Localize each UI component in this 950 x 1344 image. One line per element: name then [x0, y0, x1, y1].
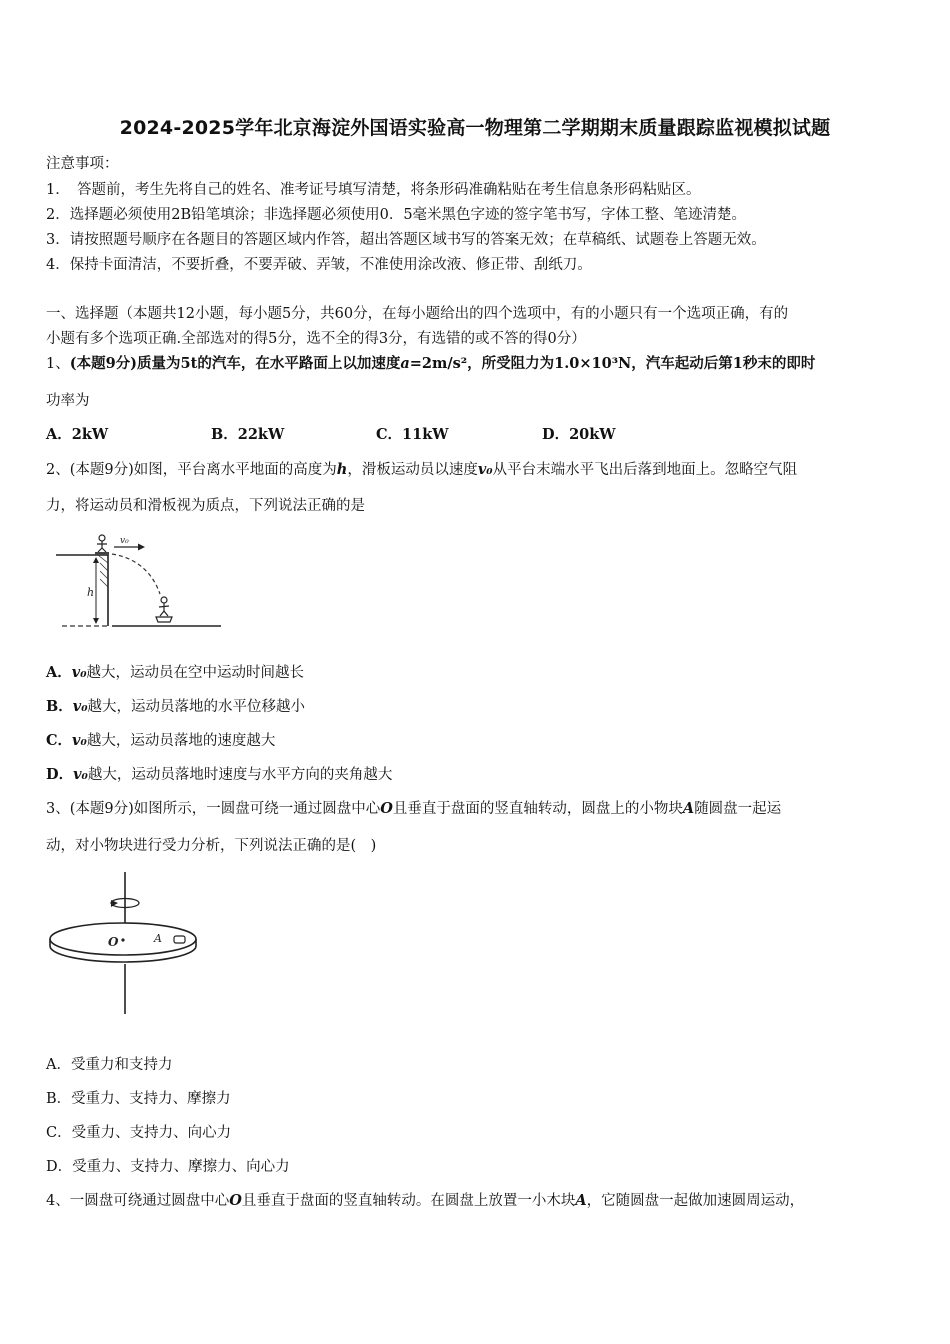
q4-number: 4、	[46, 1193, 70, 1209]
fig-velocity-label: v₀	[120, 536, 129, 546]
notice-item-1: 1． 答题前，考生先将自己的姓名、准考证号填写清楚，将条形码准确粘贴在考生信息条形码粘贴区。	[46, 182, 701, 198]
q3-option-d: D．受重力、支持力、摩擦力、向心力	[46, 1159, 290, 1175]
section-header-line-2: 小题有多个选项正确.全部选对的得5分，选不全的得3分，有选错的或不答的得0分）	[46, 331, 586, 347]
q1-number: 1、	[46, 356, 70, 372]
notice-item-2: 2．选择题必须使用2B铅笔填涂；非选择题必须使用0．5毫米黑色字迹的签字笔书写，字体工整、笔迹清楚。	[46, 207, 747, 223]
fig-center-label: O	[108, 935, 119, 949]
q2-option-c: C．v₀越大，运动员落地的速度越大	[46, 732, 276, 749]
fig-height-label: h	[87, 586, 95, 599]
q3-option-c: C．受重力、支持力、向心力	[46, 1125, 232, 1141]
q2-number: 2、	[46, 462, 70, 478]
notice-heading: 注意事项：	[46, 156, 119, 172]
skateboard-figure	[56, 530, 226, 632]
q3-option-a: A．受重力和支持力	[46, 1057, 173, 1073]
q3-option-b: B．受重力、支持力、摩擦力	[46, 1091, 231, 1107]
rotating-disc-figure	[48, 870, 204, 1016]
question-4: 4、一圆盘可绕通过圆盘中心O且垂直于盘面的竖直轴转动。在圆盘上放置一小木块A，它随圆盘一起做加速圆周运动，	[46, 1192, 805, 1209]
q1-line-2: 功率为	[46, 393, 90, 409]
q1-option-b: B．22kW	[211, 426, 285, 443]
notice-item-4: 4．保持卡面清洁，不要折叠，不要弄破、弄皱，不准使用涂改液、修正带、刮纸刀。	[46, 257, 592, 273]
q3-line-2: 动，对小物块进行受力分析，下列说法正确的是( )	[46, 838, 377, 854]
q2-option-b: B．v₀越大，运动员落地的水平位移越小	[46, 698, 306, 715]
q2-option-d: D．v₀越大，运动员落地时速度与水平方向的夹角越大	[46, 766, 393, 783]
q1-option-a: A．2kW	[46, 426, 109, 443]
question-1: 1、(本题9分)质量为5t的汽车，在水平路面上以加速度a=2m/s²，所受阻力为1.0×10³N，汽车起动后第1秒末的即时	[46, 355, 816, 372]
section-header-line-1: 一、选择题（本题共12小题，每小题5分，共60分，在每小题给出的四个选项中，有的小题只有一个选项正确，有的	[46, 306, 789, 322]
notice-item-3: 3．请按照题号顺序在各题目的答题区域内作答，超出答题区域书写的答案无效；在草稿纸、试题卷上答题无效。	[46, 232, 766, 248]
q1-option-d: D．20kW	[542, 426, 616, 443]
q1-option-c: C．11kW	[376, 426, 449, 443]
q2-line-2: 力，将运动员和滑板视为质点，下列说法正确的是	[46, 498, 365, 514]
fig-block-label: A	[154, 932, 162, 945]
page-title: 2024-2025学年北京海淀外国语实验高一物理第二学期期末质量跟踪监视模拟试题	[119, 117, 831, 139]
question-3: 3、(本题9分)如图所示，一圆盘可绕一通过圆盘中心O且垂直于盘面的竖直轴转动，圆盘上的小物块A随圆盘一起运	[46, 800, 782, 817]
q2-option-a: A．v₀越大，运动员在空中运动时间越长	[46, 664, 305, 681]
question-2: 2、(本题9分)如图，平台离水平地面的高度为h，滑板运动员以速度v₀从平台末端水平飞出后落到地面上。忽略空气阻	[46, 461, 798, 478]
q3-number: 3、	[46, 801, 70, 817]
